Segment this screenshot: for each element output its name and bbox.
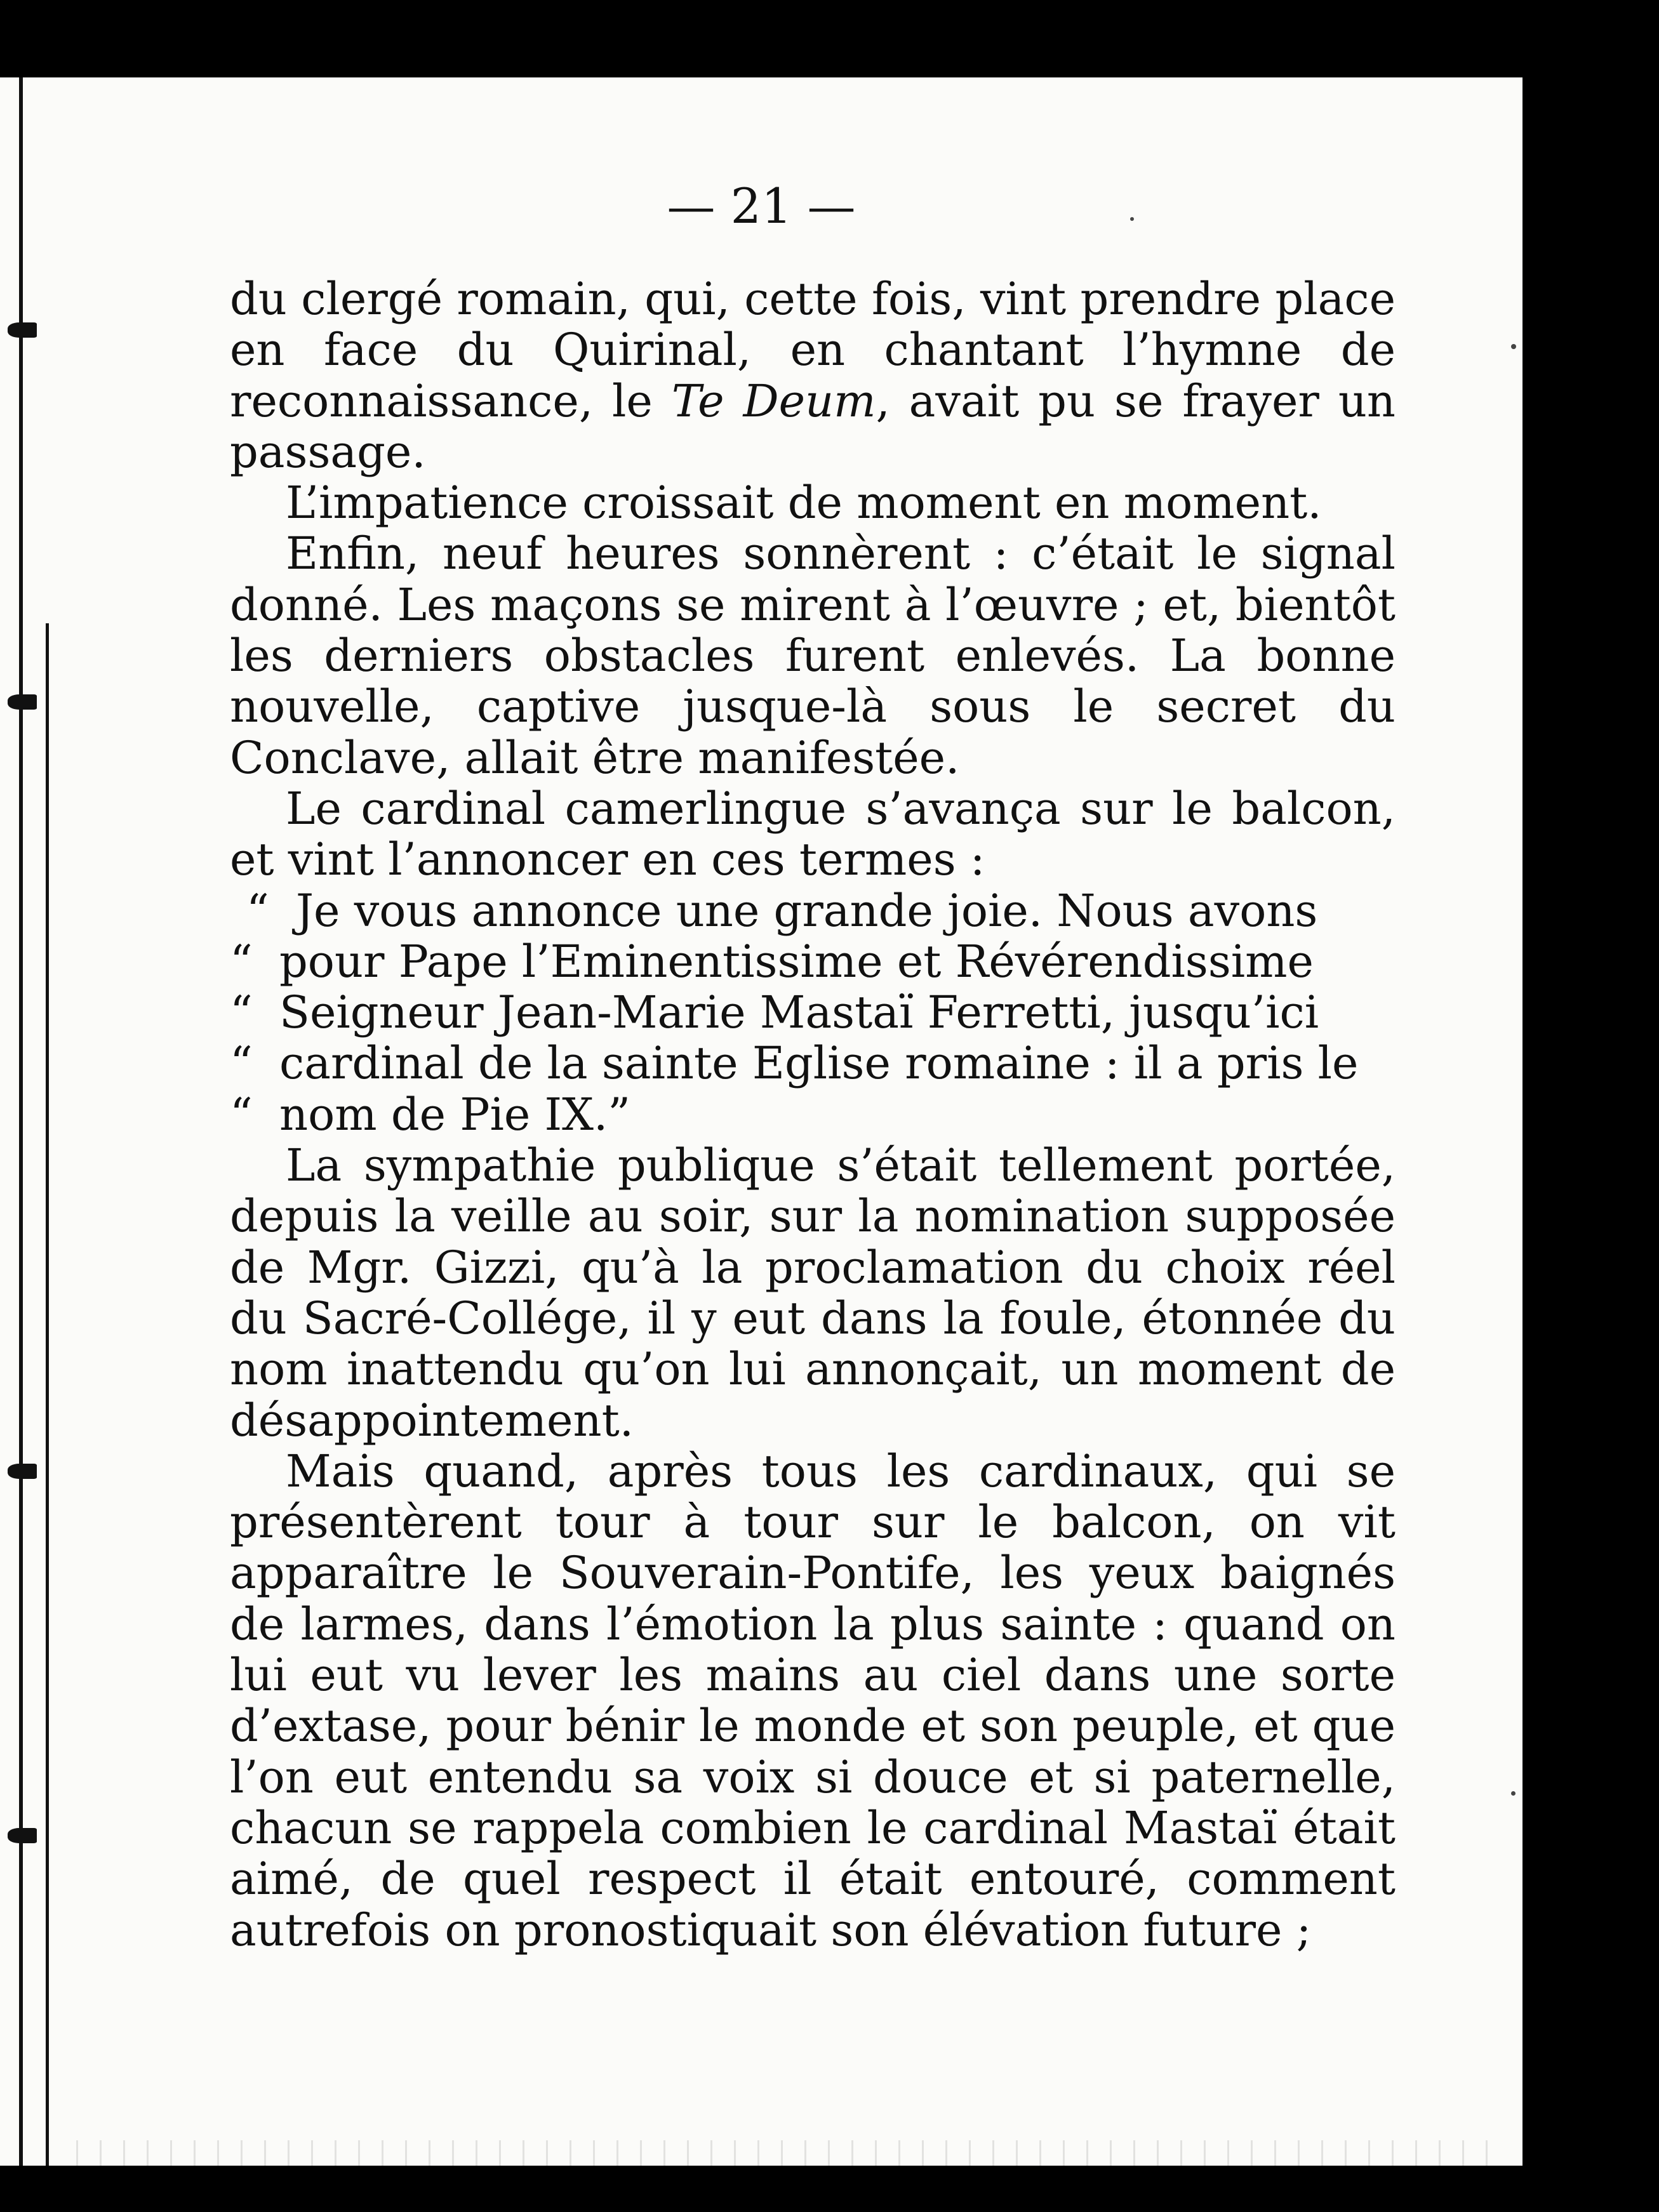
quote-line: “ nom de Pie IX.” bbox=[230, 1088, 631, 1141]
book-page bbox=[0, 77, 1522, 2166]
print-speck bbox=[1511, 344, 1516, 349]
italic-title: Te Deum bbox=[671, 374, 876, 427]
binding-thread-mark bbox=[8, 1828, 37, 1843]
quote-line: “ Je vous annonce une grande joie. Nous avons bbox=[246, 884, 1318, 937]
binding-edge-line bbox=[19, 77, 23, 2166]
binding-thread-mark bbox=[8, 322, 37, 338]
print-speck bbox=[1130, 217, 1134, 221]
paragraph-3: Enfin, neuf heures sonnèrent : c’était le signal donné. Les maçons se mirent à l’œuvre ; et, bientôt les derniers obstacles furent enlevés. La bonne nouvelle, captive jusque-là sous le secret du Conclave, allait être manifestée. bbox=[230, 527, 1396, 784]
paragraph-6: Mais quand, après tous les cardinaux, qui se présentèrent tour à tour sur le balcon, on vit apparaître le Souverain-Pontife, les yeux baignés de larmes, dans l’émotion la plus sainte : quand on lui eut vu lever les mains au ciel dans une sorte d’extase, pour bénir le monde et son peuple, et que l’on eut entendu sa voix si douce et si paternelle, chacun se rappela combien le cardinal Mastaï était aimé, de quel respect il était entouré, comment autrefois on pronostiquait son élévation future ; bbox=[230, 1445, 1396, 1956]
body-text bbox=[230, 274, 1396, 1956]
page-edge-noise bbox=[76, 2140, 1505, 2166]
paragraph-5: La sympathie publique s’était tellement portée, depuis la veille au soir, sur la nomination supposée de Mgr. Gizzi, qu’à la proclamation du choix réel du Sacré-Collége, il y eut dans la foule, étonnée du nom inattendu qu’on lui annonçait, un moment de désappointement. bbox=[230, 1139, 1396, 1447]
quote-line: “ Seigneur Jean-Marie Mastaï Ferretti, jusqu’ici bbox=[230, 986, 1319, 1039]
binding-thread-mark bbox=[8, 694, 37, 710]
paragraph-4: Le cardinal camerlingue s’avança sur le balcon, et vint l’annoncer en ces termes : bbox=[230, 782, 1396, 886]
binding-edge-line-inner bbox=[46, 623, 49, 2166]
quote-line: “ pour Pape l’Eminentissime et Révérendissime bbox=[230, 935, 1314, 988]
quote-line: “ cardinal de la sainte Eglise romaine : il a pris le bbox=[230, 1037, 1359, 1090]
binding-thread-mark bbox=[8, 1464, 37, 1479]
proclamation-quote bbox=[230, 885, 1396, 1140]
paragraph-1: du clergé romain, qui, cette fois, vint prendre place en face du Quirinal, en chantant l’hymne de reconnaissance, le Te Deum, avait pu se frayer un passage. bbox=[230, 273, 1396, 478]
page-number: — 21 — bbox=[667, 178, 856, 234]
paragraph-2: L’impatience croissait de moment en moment. bbox=[286, 477, 1322, 529]
print-speck bbox=[1511, 1791, 1516, 1796]
